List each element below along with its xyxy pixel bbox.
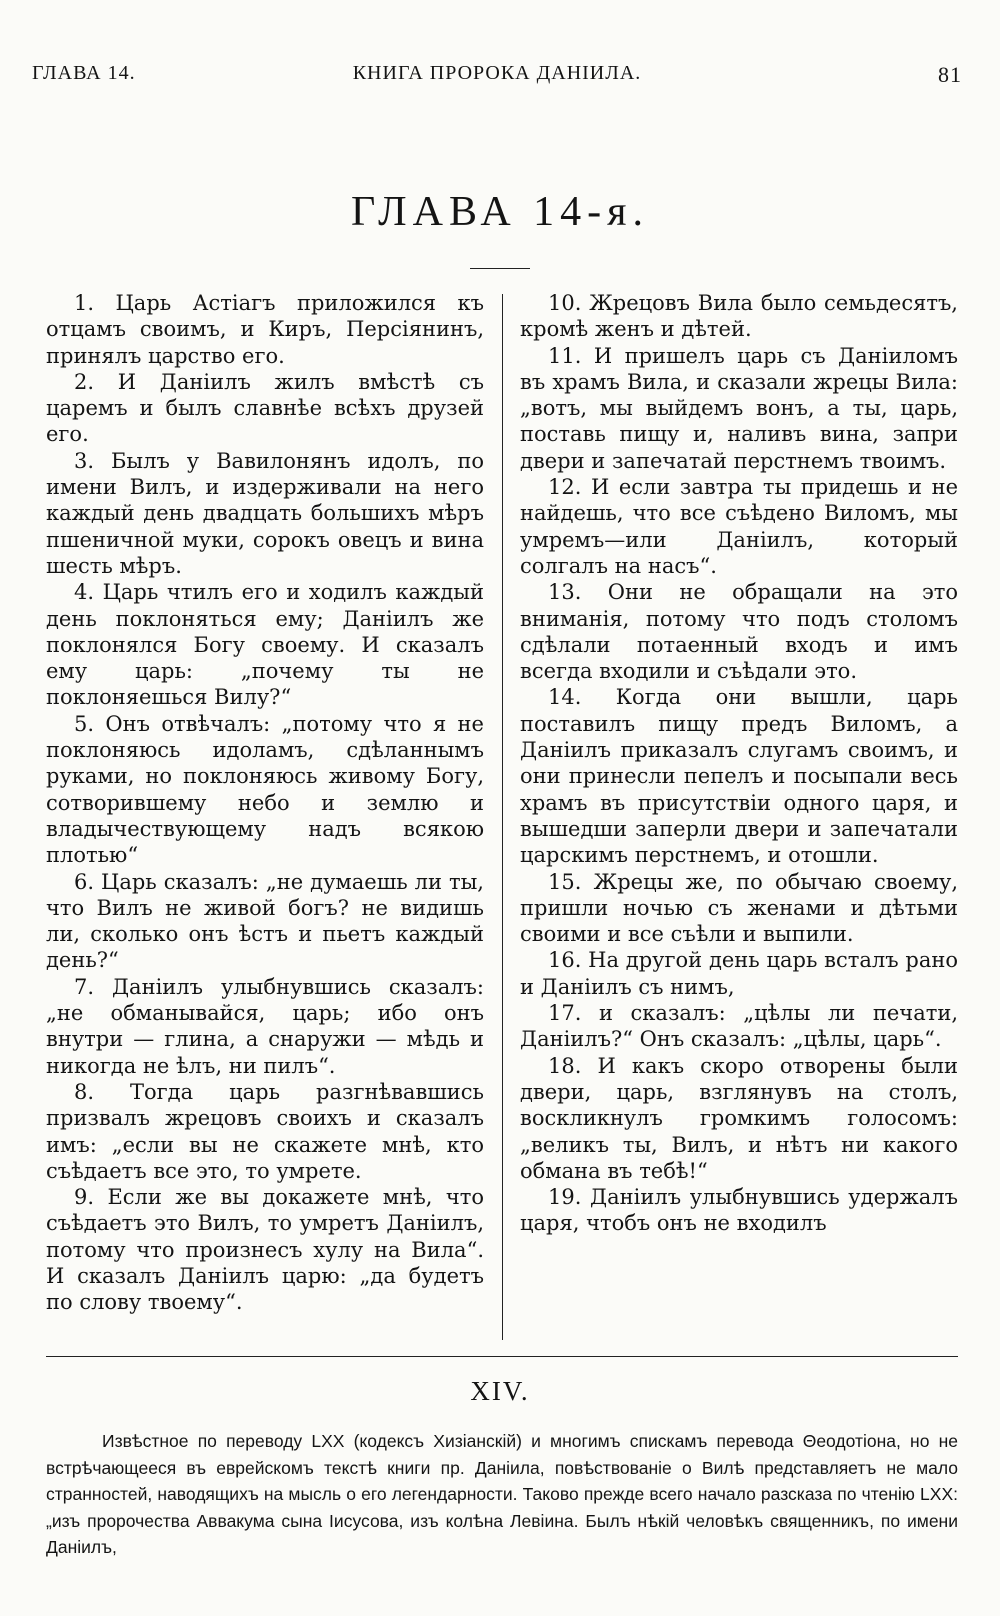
verse-8: 8. Тогда царь разгнѣвавшись призвалъ жрецовъ своихъ и сказалъ имъ: „если вы не скажете мнѣ, кто съѣдаетъ все это, то умрете. (46, 1079, 484, 1183)
page-number: 81 (938, 62, 962, 87)
verse-16: 16. На другой день царь всталъ рано и Данiилъ съ нимъ, (520, 948, 958, 999)
verse-17: 17. и сказалъ: „цѣлы ли печати, Данiилъ?“ Онъ сказалъ: „цѣлы, царь“. (520, 1001, 958, 1052)
column-divider (502, 294, 503, 1340)
left-column (46, 290, 484, 1316)
commentary-text: Извѣстное по переводу LXX (кодексъ Хизiанскiй) и многимъ спискамъ перевода Θеодотiона, но не встрѣчающееся въ еврейскомъ текстѣ книги пр. Данiила, повѣствованiе о Вилѣ представляетъ не мало странностей, наводящихъ на мысль о его легендарности. Таково прежде всего начало разсказа по чтенiю LXX: „изъ пророчества Аввакума сына Iисусова, изъ колѣна Левiина. Былъ нѣкiй человѣкъ священникъ, по имени Данiилъ, (46, 1431, 958, 1557)
chapter-title: ГЛАВА 14-я. (351, 189, 649, 235)
running-head-book-title: КНИГА ПРОРОКА ДАНIИЛА. (352, 62, 642, 84)
verse-5: 5. Онъ отвѣчалъ: „потому что я не поклоняюсь идоламъ, сдѣланнымъ руками, но поклоняюсь живому Богу, сотворившему небо и землю и владычествующему надъ всякою плотью“ (46, 711, 484, 868)
running-head (32, 62, 962, 92)
verse-6: 6. Царь сказалъ: „не думаешь ли ты, что Вилъ не живой богъ? не видишь ли, сколько онъ ѣстъ и пьетъ каждый день?“ (46, 869, 484, 973)
commentary-heading: XIV. (470, 1376, 530, 1406)
verse-3: 3. Былъ у Вавилонянъ идолъ, по имени Вилъ, и издерживали на него каждый день двадцать большихъ мѣръ пшеничной муки, сорокъ овецъ и вина шесть мѣръ. (46, 448, 484, 578)
verse-11: 11. И пришелъ царь съ Данiиломъ въ храмъ Вила, и сказали жрецы Вила: „вотъ, мы выйдемъ вонъ, а ты, царь, поставь пищу и, наливъ вина, запри двери и запечатай перстнемъ твоимъ. (520, 343, 958, 473)
title-rule (470, 268, 530, 269)
verse-4: 4. Царь чтилъ его и ходилъ каждый день поклоняться ему; Данiилъ же поклонялся Богу своему. И сказалъ ему царь: „почему ты не поклоняешься Вилу?“ (46, 580, 484, 710)
footnote-rule (46, 1356, 958, 1357)
verse-19: 19. Данiилъ улыбнувшись удержалъ царя, чтобъ онъ не входилъ (520, 1185, 958, 1236)
verse-15: 15. Жрецы же, по обычаю своему, пришли ночью съ женами и дѣтьми своими и все съѣли и выпили. (520, 869, 958, 947)
verse-2: 2. И Данiилъ жилъ вмѣстѣ съ царемъ и былъ славнѣе всѣхъ друзей его. (46, 369, 484, 447)
verse-1: 1. Царь Астiагъ приложился къ отцамъ своимъ, и Киръ, Персiянинъ, принялъ царство его. (46, 291, 484, 368)
verse-14: 14. Когда они вышли, царь поставилъ пищу предъ Виломъ, а Данiилъ приказалъ слугамъ своимъ, и они принесли пепелъ и посыпали весь храмъ въ присутствiи одного царя, и вышедши заперли двери и запечатали царскимъ перстнемъ, и отошли. (520, 685, 958, 868)
right-column (520, 290, 958, 1237)
verse-7: 7. Данiилъ улыбнувшись сказалъ: „не обманывайся, царь; ибо онъ внутри — глина, а снаружи — мѣдь и никогда не ѣлъ, ни пилъ“. (46, 974, 484, 1078)
verse-10: 10. Жрецовъ Вила было семьдесятъ, кромѣ женъ и дѣтей. (520, 291, 958, 342)
verse-18: 18. И какъ скоро отворены были двери, царь, взглянувъ на столъ, воскликнулъ громкимъ голосомъ: „великъ ты, Вилъ, и нѣтъ ни какого обмана въ тебѣ!“ (520, 1053, 958, 1183)
running-head-chapter: ГЛАВА 14. (32, 62, 136, 84)
text-columns (46, 290, 958, 1342)
verse-13: 13. Они не обращали на это вниманiя, потому что подъ столомъ сдѣлали потаенный входъ и имъ всегда входили и съѣдали это. (520, 580, 958, 684)
verse-12: 12. И если завтра ты придешь и не найдешь, что все съѣдено Виломъ, мы умремъ—или Данiилъ, который солгалъ на насъ“. (520, 475, 958, 578)
verse-9: 9. Если же вы докажете мнѣ, что съѣдаетъ это Вилъ, то умретъ Данiилъ, потому что произнесъ хулу на Вила“. И сказалъ Данiилъ царю: „да будетъ по слову твоему“. (46, 1185, 484, 1315)
